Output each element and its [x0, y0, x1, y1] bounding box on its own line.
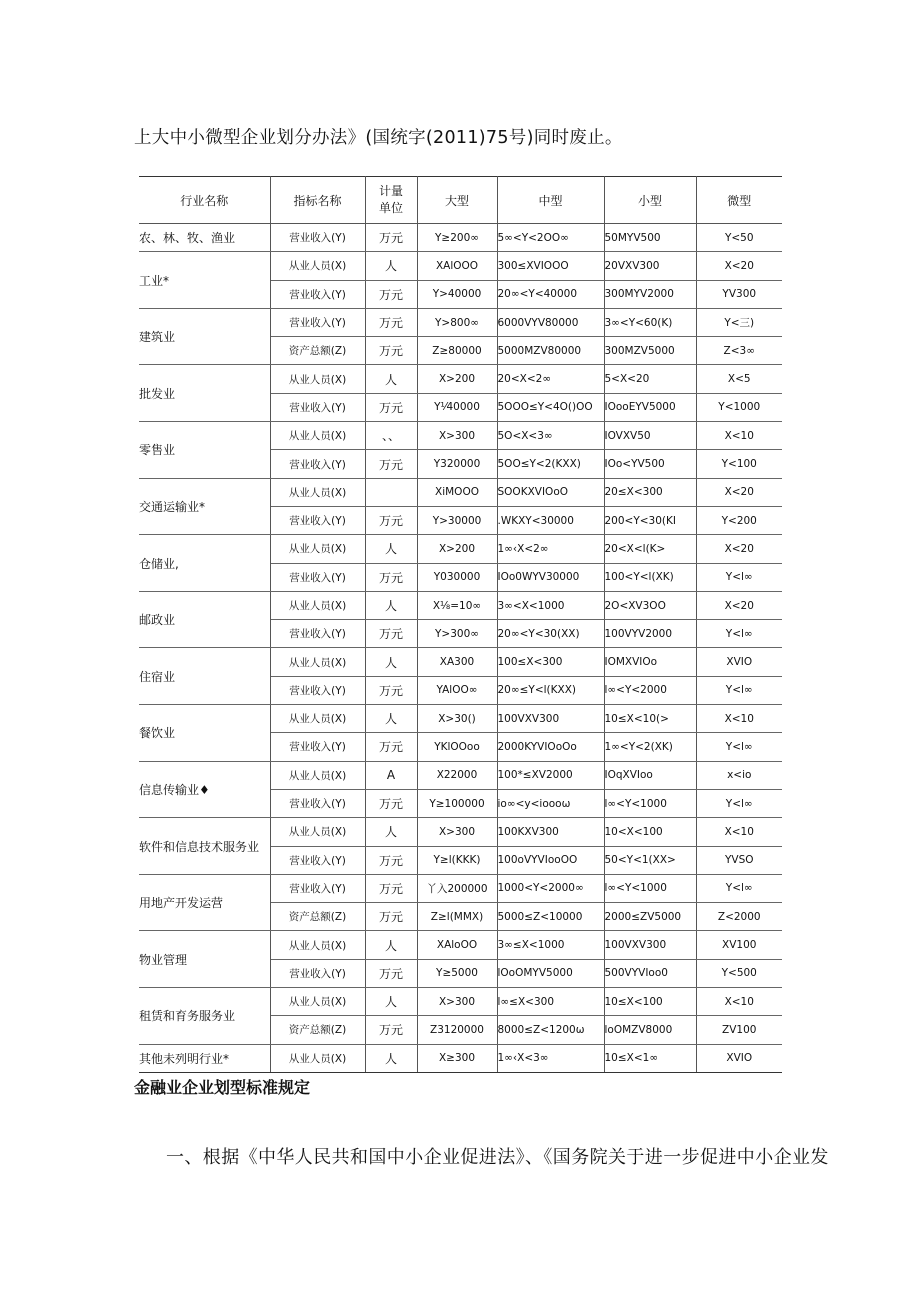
micro-threshold: Y<1000	[696, 393, 782, 421]
industry-name: 批发业	[139, 365, 270, 422]
micro-threshold: Y<50	[696, 224, 782, 252]
industry-name: 工业*	[139, 252, 270, 309]
medium-threshold: IOo0WYV30000	[497, 563, 604, 591]
small-threshold: 20<X<l(K>	[604, 535, 696, 563]
micro-threshold: X<20	[696, 535, 782, 563]
micro-threshold: Y<l∞	[696, 874, 782, 902]
header-micro: 微型	[696, 177, 782, 224]
large-threshold: Y≥100000	[417, 789, 497, 817]
indicator-name: 从业人员(X)	[270, 648, 365, 676]
header-unit: 计量单位	[365, 177, 417, 224]
small-threshold: 50<Y<1(XX>	[604, 846, 696, 874]
micro-threshold: X<10	[696, 818, 782, 846]
small-threshold: IOVXV50	[604, 422, 696, 450]
unit: 人	[365, 818, 417, 846]
medium-threshold: 20∞≤Y<l(KXX)	[497, 676, 604, 704]
small-threshold: l∞<Y<2000	[604, 676, 696, 704]
indicator-name: 从业人员(X)	[270, 705, 365, 733]
industry-name: 餐饮业	[139, 705, 270, 762]
unit: 万元	[365, 393, 417, 421]
small-threshold: l∞<Y<1000	[604, 789, 696, 817]
indicator-name: 营业收入(Y)	[270, 874, 365, 902]
header-indicator: 指标名称	[270, 177, 365, 224]
medium-threshold: 100*≤XV2000	[497, 761, 604, 789]
table-row	[139, 422, 782, 450]
indicator-name: 从业人员(X)	[270, 365, 365, 393]
table-row	[139, 308, 782, 336]
unit: 万元	[365, 337, 417, 365]
micro-threshold: X<20	[696, 478, 782, 506]
medium-threshold: 1000<Y<2000∞	[497, 874, 604, 902]
unit: 人	[365, 365, 417, 393]
unit: 万元	[365, 959, 417, 987]
enterprise-classification-table	[139, 176, 782, 1073]
small-threshold: IOo<YV500	[604, 450, 696, 478]
micro-threshold: X<10	[696, 422, 782, 450]
large-threshold: Z≥l(MMX)	[417, 903, 497, 931]
large-threshold: YAlOO∞	[417, 676, 497, 704]
small-threshold: 100VYV2000	[604, 620, 696, 648]
table-row	[139, 591, 782, 619]
indicator-name: 从业人员(X)	[270, 1044, 365, 1072]
small-threshold: 10≤X<10(>	[604, 705, 696, 733]
medium-threshold: 100oVYVIooOO	[497, 846, 604, 874]
indicator-name: 营业收入(Y)	[270, 308, 365, 336]
industry-name: 交通运输业*	[139, 478, 270, 535]
industry-name: 仓储业,	[139, 535, 270, 592]
unit: 万元	[365, 1016, 417, 1044]
indicator-name: 资产总额(Z)	[270, 337, 365, 365]
industry-name: 用地产开发运营	[139, 874, 270, 931]
industry-name: 物业管理	[139, 931, 270, 988]
medium-threshold: SOOKXVIOoO	[497, 478, 604, 506]
large-threshold: YKlOOoo	[417, 733, 497, 761]
unit: 万元	[365, 676, 417, 704]
micro-threshold: X<5	[696, 365, 782, 393]
medium-threshold: 20∞<Y<30(XX)	[497, 620, 604, 648]
small-threshold: 300MYV2000	[604, 280, 696, 308]
large-threshold: Y≥200∞	[417, 224, 497, 252]
industry-name: 建筑业	[139, 308, 270, 365]
unit: 万元	[365, 563, 417, 591]
header-industry: 行业名称	[139, 177, 270, 224]
micro-threshold: YV300	[696, 280, 782, 308]
unit: 人	[365, 988, 417, 1016]
small-threshold: IOMXVIOo	[604, 648, 696, 676]
unit: 万元	[365, 450, 417, 478]
indicator-name: 营业收入(Y)	[270, 846, 365, 874]
medium-threshold: l∞≤X<300	[497, 988, 604, 1016]
micro-threshold: Y<l∞	[696, 620, 782, 648]
unit: 人	[365, 535, 417, 563]
medium-threshold: 5O<X<3∞	[497, 422, 604, 450]
small-threshold: loOMZV8000	[604, 1016, 696, 1044]
micro-threshold: X<10	[696, 705, 782, 733]
micro-threshold: XVIO	[696, 1044, 782, 1072]
indicator-name: 资产总额(Z)	[270, 1016, 365, 1044]
table-row	[139, 988, 782, 1016]
medium-threshold: 5∞<Y<2OO∞	[497, 224, 604, 252]
small-threshold: 10≤X<1∞	[604, 1044, 696, 1072]
unit: 人	[365, 591, 417, 619]
small-threshold: 100VXV300	[604, 931, 696, 959]
large-threshold: Z3120000	[417, 1016, 497, 1044]
large-threshold: X>30()	[417, 705, 497, 733]
medium-threshold: 3∞<X<1000	[497, 591, 604, 619]
indicator-name: 营业收入(Y)	[270, 450, 365, 478]
intro-text: 上大中小微型企业划分办法》(国统字(2011)75号)同时废止。	[134, 128, 623, 148]
unit: 万元	[365, 280, 417, 308]
indicator-name: 营业收入(Y)	[270, 280, 365, 308]
industry-name: 住宿业	[139, 648, 270, 705]
header-medium: 中型	[497, 177, 604, 224]
indicator-name: 从业人员(X)	[270, 761, 365, 789]
large-threshold: Y320000	[417, 450, 497, 478]
micro-threshold: XVIO	[696, 648, 782, 676]
indicator-name: 从业人员(X)	[270, 591, 365, 619]
indicator-name: 营业收入(Y)	[270, 506, 365, 534]
finance-subheading: 金融业企业划型标准规定	[134, 1078, 311, 1097]
small-threshold: 50MYV500	[604, 224, 696, 252]
micro-threshold: Z<2000	[696, 903, 782, 931]
industry-name: 软件和信息技术服务业	[139, 818, 270, 875]
table-row	[139, 648, 782, 676]
medium-threshold: 5OO≤Y<2(KXX)	[497, 450, 604, 478]
unit: 万元	[365, 506, 417, 534]
small-threshold: 10≤X<100	[604, 988, 696, 1016]
unit: 人	[365, 1044, 417, 1072]
micro-threshold: X<20	[696, 591, 782, 619]
medium-threshold: 20∞<Y<40000	[497, 280, 604, 308]
large-threshold: X>300	[417, 818, 497, 846]
large-threshold: Y≥5000	[417, 959, 497, 987]
industry-name: 其他未列明行业*	[139, 1044, 270, 1072]
large-threshold: X≥300	[417, 1044, 497, 1072]
medium-threshold: 2000KYVIOoOo	[497, 733, 604, 761]
indicator-name: 营业收入(Y)	[270, 563, 365, 591]
small-threshold: 200<Y<30(KI	[604, 506, 696, 534]
industry-name: 邮政业	[139, 591, 270, 648]
medium-threshold: .WKXY<30000	[497, 506, 604, 534]
small-threshold: 500VYVIoo0	[604, 959, 696, 987]
header-large: 大型	[417, 177, 497, 224]
large-threshold: XAlOOO	[417, 252, 497, 280]
medium-threshold: 100KXV300	[497, 818, 604, 846]
table-row	[139, 535, 782, 563]
indicator-name: 从业人员(X)	[270, 988, 365, 1016]
large-threshold: XiMOOO	[417, 478, 497, 506]
unit: 万元	[365, 620, 417, 648]
indicator-name: 从业人员(X)	[270, 535, 365, 563]
table-row	[139, 874, 782, 902]
unit: 人	[365, 648, 417, 676]
unit: 万元	[365, 224, 417, 252]
large-threshold: X22000	[417, 761, 497, 789]
indicator-name: 营业收入(Y)	[270, 620, 365, 648]
table-row	[139, 365, 782, 393]
micro-threshold: XV100	[696, 931, 782, 959]
table-row	[139, 224, 782, 252]
large-threshold: X>300	[417, 988, 497, 1016]
micro-threshold: Z<3∞	[696, 337, 782, 365]
small-threshold: 10<X<100	[604, 818, 696, 846]
small-threshold: 300MZV5000	[604, 337, 696, 365]
medium-threshold: 5OOO≤Y<4O()OO	[497, 393, 604, 421]
indicator-name: 营业收入(Y)	[270, 676, 365, 704]
large-threshold: XA300	[417, 648, 497, 676]
unit: 人	[365, 931, 417, 959]
micro-threshold: X<10	[696, 988, 782, 1016]
indicator-name: 营业收入(Y)	[270, 789, 365, 817]
micro-threshold: Y<三)	[696, 308, 782, 336]
micro-threshold: Y<500	[696, 959, 782, 987]
industry-name: 租赁和育务服务业	[139, 988, 270, 1045]
small-threshold: 1∞<Y<2(XK)	[604, 733, 696, 761]
large-threshold: Y>30000	[417, 506, 497, 534]
unit: 万元	[365, 903, 417, 931]
large-threshold: Y>300∞	[417, 620, 497, 648]
small-threshold: 2000≤ZV5000	[604, 903, 696, 931]
medium-threshold: 5000≤Z<10000	[497, 903, 604, 931]
medium-threshold: 3∞≤X<1000	[497, 931, 604, 959]
large-threshold: 丫入200000	[417, 874, 497, 902]
medium-threshold: 100VXV300	[497, 705, 604, 733]
unit: 万元	[365, 789, 417, 817]
large-threshold: XAloOO	[417, 931, 497, 959]
medium-threshold: 100≤X<300	[497, 648, 604, 676]
medium-threshold: 1∞‹X<3∞	[497, 1044, 604, 1072]
small-threshold: 100<Y<l(XK)	[604, 563, 696, 591]
small-threshold: 20VXV300	[604, 252, 696, 280]
small-threshold: 5<X<20	[604, 365, 696, 393]
large-threshold: Y>800∞	[417, 308, 497, 336]
large-threshold: Y≥l(KKK)	[417, 846, 497, 874]
indicator-name: 从业人员(X)	[270, 252, 365, 280]
table-row	[139, 705, 782, 733]
indicator-name: 从业人员(X)	[270, 478, 365, 506]
small-threshold: IOooEYV5000	[604, 393, 696, 421]
medium-threshold: 6000VYV80000	[497, 308, 604, 336]
small-threshold: 3∞<Y<60(K)	[604, 308, 696, 336]
unit: 人	[365, 252, 417, 280]
large-threshold: Z≥80000	[417, 337, 497, 365]
table-row	[139, 252, 782, 280]
medium-threshold: io∞<y<ioooω	[497, 789, 604, 817]
large-threshold: Y⅟40000	[417, 393, 497, 421]
table-row	[139, 818, 782, 846]
micro-threshold: Y<l∞	[696, 789, 782, 817]
micro-threshold: ZV100	[696, 1016, 782, 1044]
indicator-name: 营业收入(Y)	[270, 224, 365, 252]
header-small: 小型	[604, 177, 696, 224]
unit: 、、	[365, 422, 417, 450]
industry-name: 信息传输业♦	[139, 761, 270, 818]
indicator-name: 营业收入(Y)	[270, 959, 365, 987]
micro-threshold: Y<l∞	[696, 676, 782, 704]
medium-threshold: 300≤XVIOOO	[497, 252, 604, 280]
industry-name: 零售业	[139, 422, 270, 479]
large-threshold: X>200	[417, 535, 497, 563]
table-row	[139, 761, 782, 789]
indicator-name: 从业人员(X)	[270, 422, 365, 450]
medium-threshold: 1∞‹X<2∞	[497, 535, 604, 563]
micro-threshold: X<20	[696, 252, 782, 280]
table-row	[139, 1044, 782, 1072]
unit: A	[365, 761, 417, 789]
unit: 人	[365, 705, 417, 733]
industry-name: 农、林、牧、渔业	[139, 224, 270, 252]
medium-threshold: 20<X<2∞	[497, 365, 604, 393]
indicator-name: 营业收入(Y)	[270, 393, 365, 421]
large-threshold: Y030000	[417, 563, 497, 591]
table-header-row	[139, 177, 782, 224]
unit: 万元	[365, 846, 417, 874]
table-row	[139, 478, 782, 506]
unit	[365, 478, 417, 506]
large-threshold: X>200	[417, 365, 497, 393]
large-threshold: X⅛=10∞	[417, 591, 497, 619]
unit: 万元	[365, 733, 417, 761]
body-paragraph: 一、根据《中华人民共和国中小企业促进法》、《国务院关于进一步促进中小企业发	[166, 1147, 829, 1168]
medium-threshold: 5000MZV80000	[497, 337, 604, 365]
indicator-name: 从业人员(X)	[270, 931, 365, 959]
micro-threshold: Y<100	[696, 450, 782, 478]
small-threshold: 2O<XV3OO	[604, 591, 696, 619]
micro-threshold: Y<l∞	[696, 733, 782, 761]
small-threshold: IOqXVIoo	[604, 761, 696, 789]
indicator-name: 营业收入(Y)	[270, 733, 365, 761]
table-row	[139, 931, 782, 959]
micro-threshold: Y<200	[696, 506, 782, 534]
medium-threshold: 8000≤Z<1200ω	[497, 1016, 604, 1044]
micro-threshold: x<io	[696, 761, 782, 789]
small-threshold: 20≤X<300	[604, 478, 696, 506]
micro-threshold: YVSO	[696, 846, 782, 874]
small-threshold: l∞<Y<1000	[604, 874, 696, 902]
unit: 万元	[365, 874, 417, 902]
indicator-name: 从业人员(X)	[270, 818, 365, 846]
large-threshold: X>300	[417, 422, 497, 450]
micro-threshold: Y<l∞	[696, 563, 782, 591]
indicator-name: 资产总额(Z)	[270, 903, 365, 931]
unit: 万元	[365, 308, 417, 336]
large-threshold: Y>40000	[417, 280, 497, 308]
medium-threshold: lOoOMYV5000	[497, 959, 604, 987]
